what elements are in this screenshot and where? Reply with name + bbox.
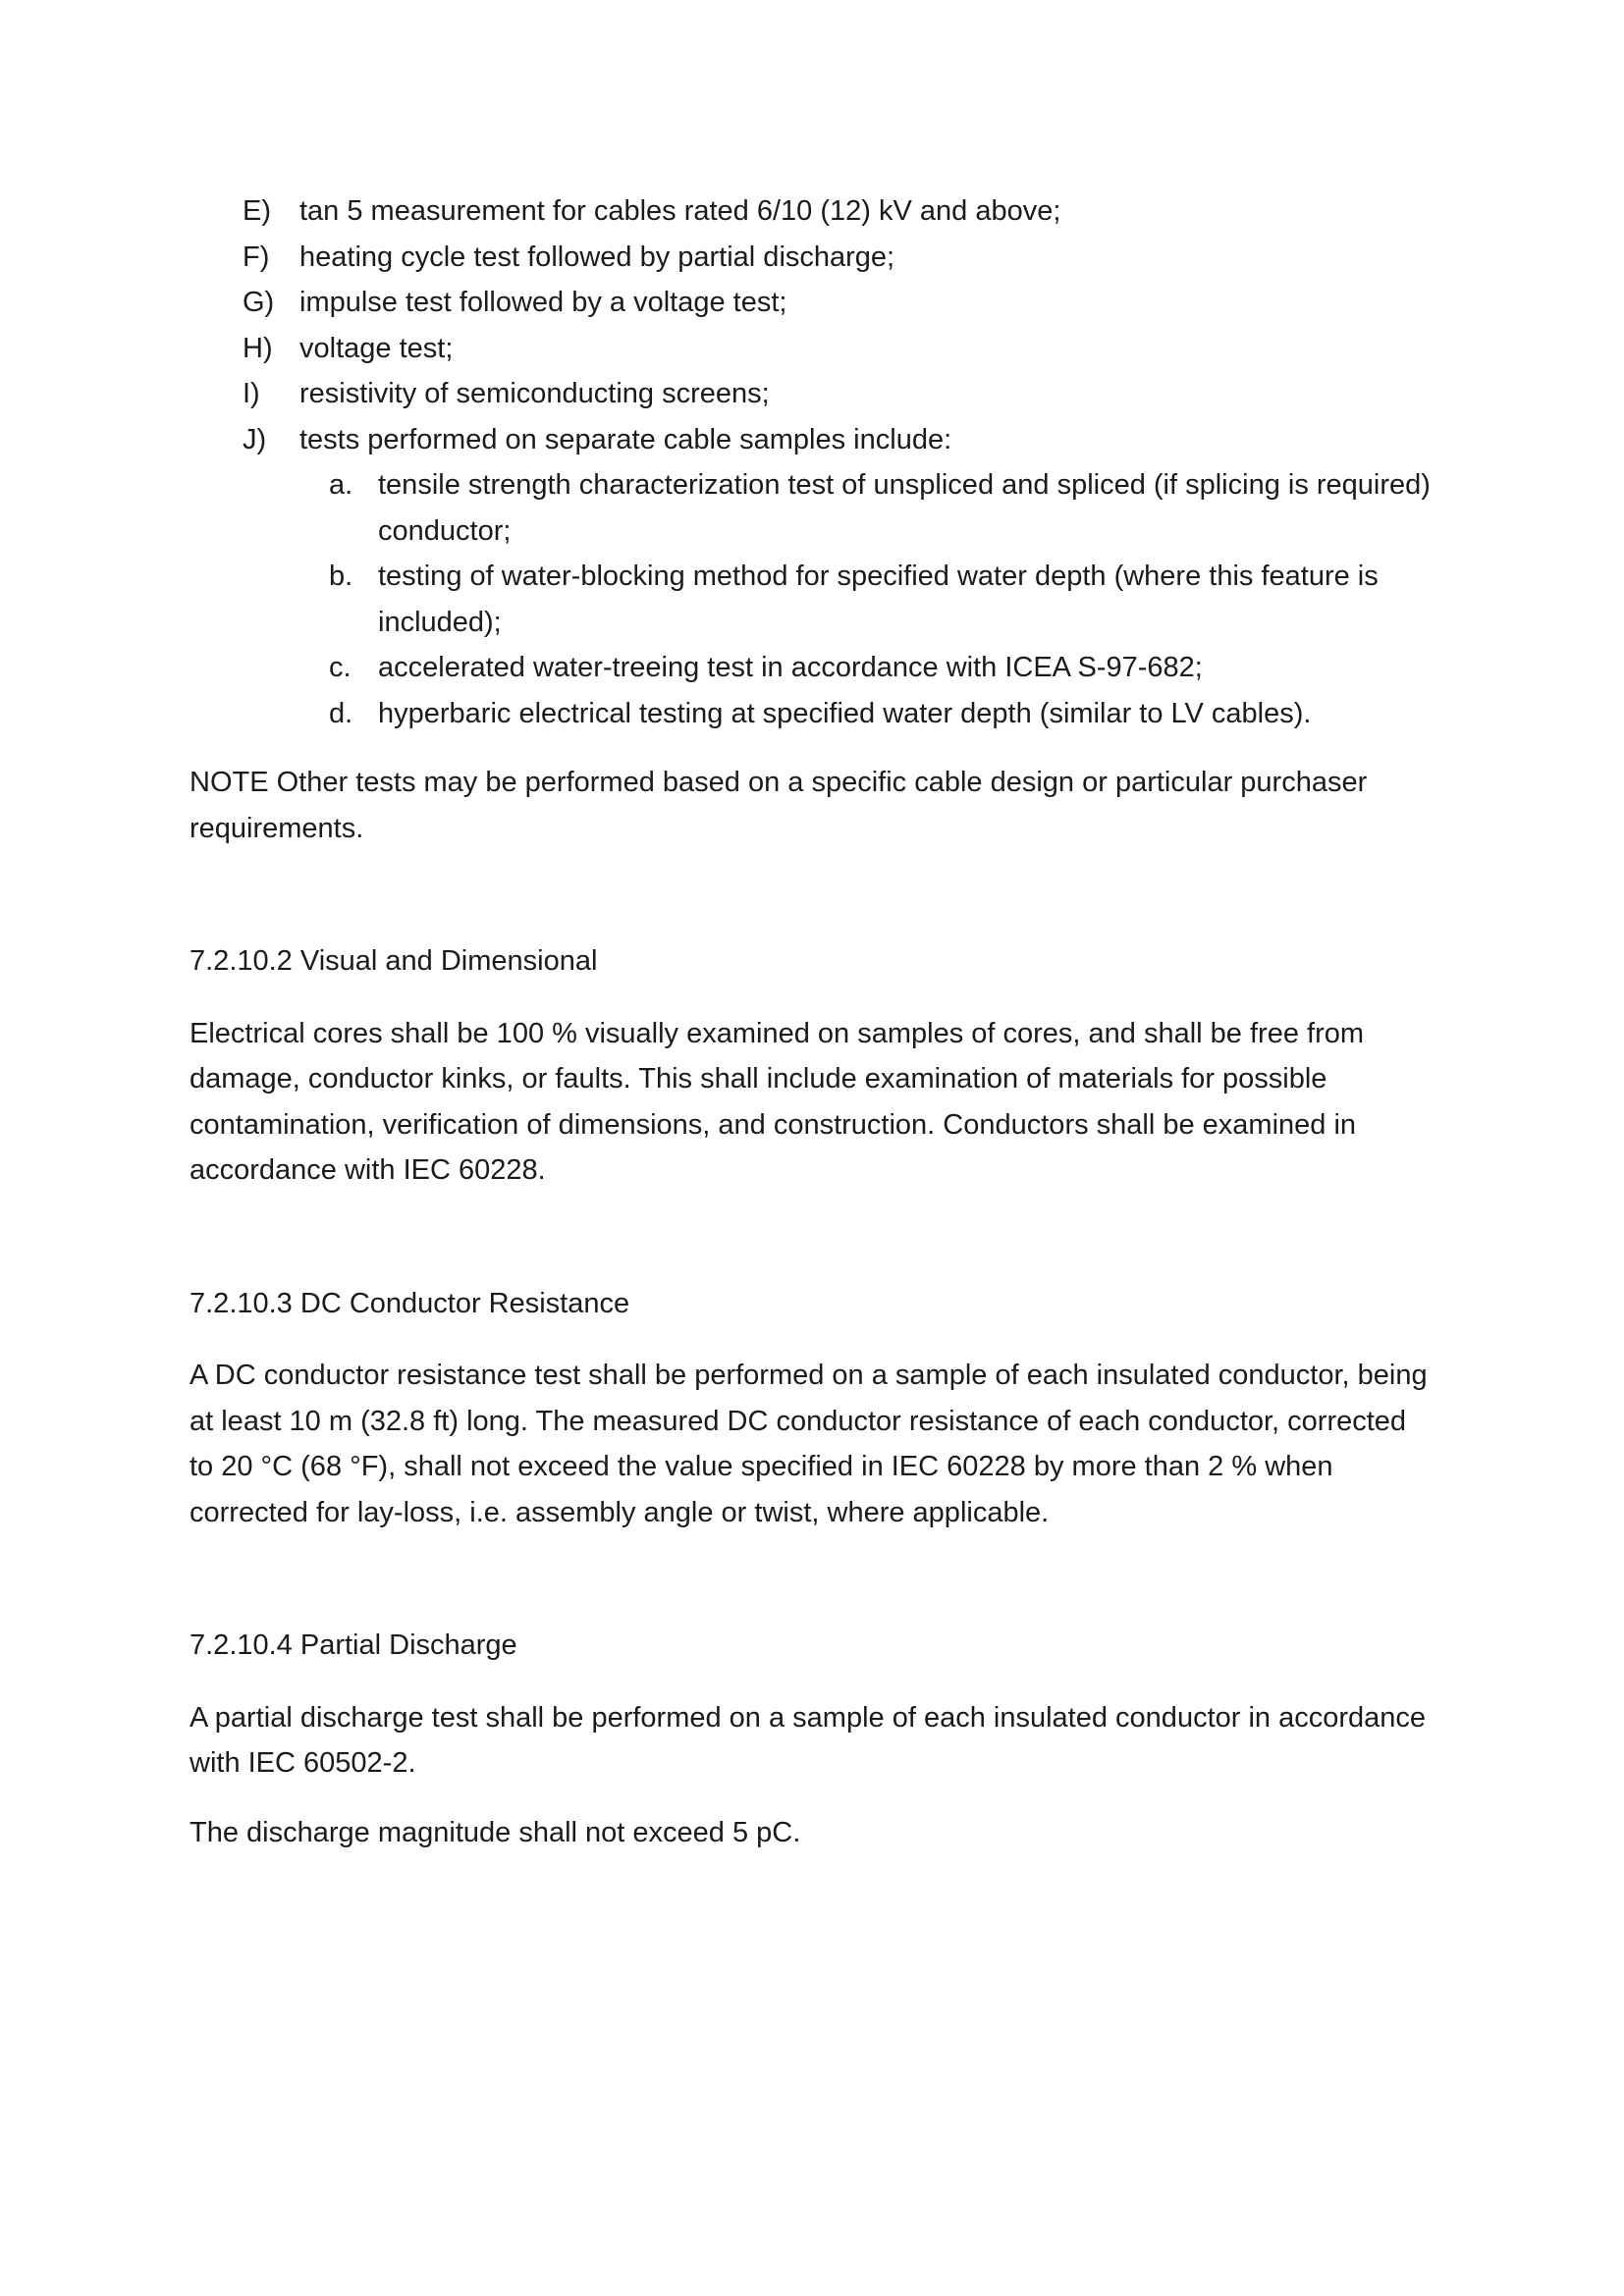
sublist-text: hyperbaric electrical testing at specified water depth (similar to LV cables).	[378, 697, 1312, 729]
list-text: tests performed on separate cable samples include:	[299, 423, 952, 455]
list-label: E)	[243, 195, 271, 227]
list-item-j	[189, 417, 1435, 463]
sublist-label: b.	[329, 561, 353, 592]
paragraph: The discharge magnitude shall not exceed 5 pC.	[189, 1816, 801, 1848]
list-label: I)	[243, 378, 260, 409]
sublist-text: testing of water-blocking method for specified water depth (where this feature is included);	[378, 561, 1379, 638]
list-item-h	[189, 326, 1435, 372]
page-content	[189, 188, 1435, 1855]
sublist-item-b	[189, 554, 1435, 645]
list-text: heating cycle test followed by partial discharge;	[299, 240, 895, 273]
list-label: H)	[243, 332, 273, 364]
sublist-item-c	[189, 645, 1435, 691]
list-item-f	[189, 235, 1435, 281]
list-label: F)	[243, 240, 270, 273]
section-heading-partial-discharge: 7.2.10.4 Partial Discharge	[189, 1629, 517, 1661]
list-text: tan 5 measurement for cables rated 6/10 (12) kV and above;	[299, 195, 1061, 227]
section-heading-dc-conductor-resistance: 7.2.10.3 DC Conductor Resistance	[189, 1287, 630, 1319]
list-label: J)	[243, 423, 267, 455]
list-item-g	[189, 280, 1435, 326]
sublist-item-a	[189, 462, 1435, 554]
list-text: resistivity of semiconducting screens;	[299, 378, 770, 409]
sublist-text: tensile strength characterization test of unspliced and spliced (if splicing is required) conductor;	[378, 469, 1431, 547]
list-text: voltage test;	[299, 332, 454, 364]
sublist-label: d.	[329, 697, 353, 729]
list-label: G)	[243, 287, 275, 318]
list-text: impulse test followed by a voltage test;	[299, 287, 787, 318]
note-paragraph: NOTE Other tests may be performed based on a specific cable design or particular purchaser requirements.	[189, 767, 1368, 844]
sublist-item-d	[189, 691, 1435, 737]
sublist-label: c.	[329, 652, 352, 683]
paragraph: Electrical cores shall be 100 % visually examined on samples of cores, and shall be free from damage, conductor kinks, or faults. This shall include examination of materials for possible contamination, verification of dimensions, and construction. Conductors shall be examined in accordance with IEC 60228.	[189, 1017, 1365, 1186]
paragraph: A DC conductor resistance test shall be performed on a sample of each insulated conductor, being at least 10 m (32.8 ft) long. The measured DC conductor resistance of each conductor, corrected to 20 °C (68 °F), shall not exceed the value specified in IEC 60228 by more than 2 % when corrected for lay-loss, i.e. assembly angle or twist, where applicable.	[189, 1360, 1428, 1528]
sublist-label: a.	[329, 469, 353, 501]
paragraph: A partial discharge test shall be performed on a sample of each insulated conductor in accordance with IEC 60502-2.	[189, 1701, 1427, 1779]
section-heading-visual-dimensional: 7.2.10.2 Visual and Dimensional	[189, 945, 598, 977]
list-item-e	[189, 188, 1435, 235]
sublist-text: accelerated water-treeing test in accordance with ICEA S-97-682;	[378, 652, 1203, 683]
list-item-i	[189, 371, 1435, 417]
